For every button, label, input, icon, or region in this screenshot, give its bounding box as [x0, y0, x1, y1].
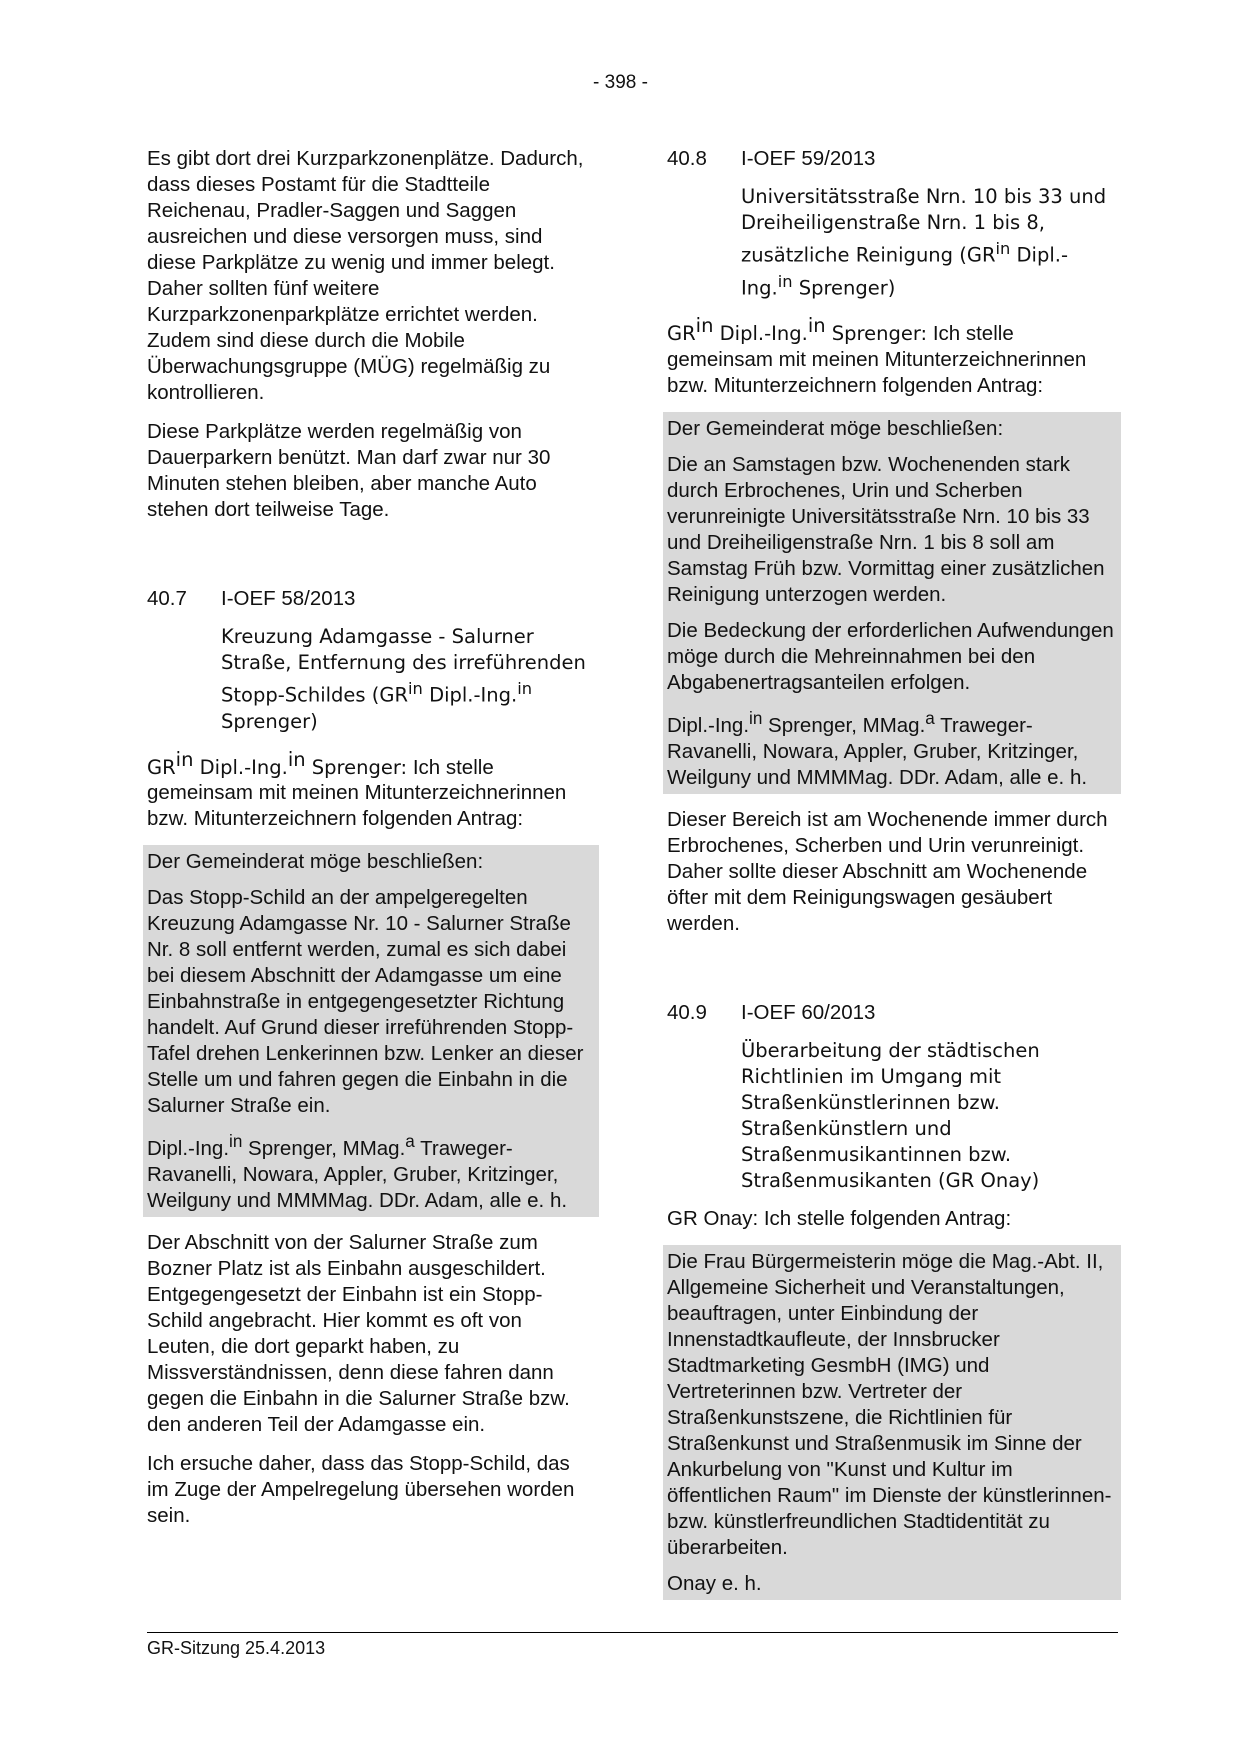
item-number: 40.7 — [147, 587, 187, 610]
item-code: I-OEF 60/2013 — [741, 1000, 876, 1024]
item-heading — [147, 586, 595, 612]
motion-text: Das Stopp-Schild an der ampelgeregelten Kreuzung Adamgasse Nr. 10 - Salurner Straße Nr. 8 soll entfernt werden, zumal es sich dabei bei diesem Abschnitt der Adamgasse um eine Einbahnstraße in entgegengesetzter Richtung handelt. Auf Grund dieser irreführenden Stopp-Tafel drehen Lenkerinnen bzw. Lenker an dieser Stelle um und fahren gegen die Einbahn in die Salurner Straße ein. — [147, 886, 584, 1118]
motion-box — [663, 412, 1121, 794]
left-column — [147, 146, 595, 1542]
speaker-paragraph: GR Onay: Ich stelle folgenden Antrag: — [667, 1206, 1012, 1230]
paragraph: Dieser Bereich ist am Wochenende immer durch Erbrochenes, Scherben und Urin verunreinigt. Daher sollte dieser Abschnitt am Wochenende öfter mit dem Reinigungswagen gesäubert werden. — [667, 807, 1108, 935]
item-code: I-OEF 59/2013 — [741, 147, 876, 170]
paragraph: Es gibt dort drei Kurzparkzonenplätze. Dadurch, dass dieses Postamt für die Stadtteile Reichenau, Pradler-Saggen und Saggen ausreichen und diese versorgen muss, sind diese Parkplätze zu wenig und immer belegt. Daher sollten fünf weitere Kurzparkzonenparkplätze errichtet werden. Zudem sind diese durch die Mobile Überwachungsgruppe (MÜG) regelmäßig zu kontrollieren. — [147, 147, 584, 404]
item-title: Universitätsstraße Nrn. 10 bis 33 und Dreiheiligenstraße Nrn. 1 bis 8, zusätzliche Reinigung ($GR^{in}$ Dipl.-Ing.$^{in}$ Sprenger) — [741, 185, 1107, 299]
footer-text: GR-Sitzung 25.4.2013 — [147, 1638, 326, 1658]
motion-box — [663, 1245, 1121, 1600]
item-heading — [667, 146, 1117, 172]
paragraph: Der Abschnitt von der Salurner Straße zum Bozner Platz ist als Einbahn ausgeschildert. Entgegengesetzt der Einbahn ist ein Stopp-Schild angebracht. Hier kommt es oft von Leuten, die dort geparkt haben, zu Missverständnissen, denn diese fahren dann gegen die Einbahn in die Salurner Straße bzw. den anderen Teil der Adamgasse ein. — [147, 1231, 570, 1437]
motion-text: Die Frau Bürgermeisterin möge die Mag.-Abt. II, Allgemeine Sicherheit und Veranstaltungen, beauftragen, unter Einbindung der Innenstadtkaufleute, der Innsbrucker Stadtmarketing GesmbH (IMG) und Vertreterinnen bzw. Vertreter der Straßenkunstszene, die Richtlinien für Straßenkunst und Straßenmusik im Sinne der Ankurbelung von "Kunst und Kultur im öffentlichen Raum" im Dienste der künstlerinnen- bzw. künstlerfreundlichen Stadtidentität zu überarbeiten. — [667, 1249, 1112, 1559]
item-number: 40.9 — [667, 1000, 707, 1024]
page-number: - 398 - — [593, 72, 648, 93]
motion-box — [143, 845, 599, 1217]
footer-divider — [147, 1632, 1118, 1633]
speaker-paragraph: $GR^{in}$ Dipl.-Ing.$^{in}$ Sprenger: Ich stelle gemeinsam mit meinen Mitunterzeichnerinnen bzw. Mitunterzeichnern folgenden Antrag: — [667, 314, 1087, 397]
item-title: Überarbeitung der städtischen Richtlinien im Umgang mit Straßenkünstlerinnen bzw. Straßenkünstlern und Straßenmusikantinnen bzw. Straßenmusikanten (GR Onay) — [741, 1038, 1040, 1192]
motion-signers: Dipl.-Ing.$^{in}$ Sprenger, MMag.$^a$ Traweger-Ravanelli, Nowara, Appler, Gruber, Kritzinger, Weilguny und MMMMag. DDr. Adam, alle e. h. — [147, 1132, 568, 1213]
motion-lead: Der Gemeinderat möge beschließen: — [667, 416, 1004, 440]
item-heading — [667, 1000, 1117, 1026]
right-column — [667, 146, 1117, 1613]
speaker-paragraph: $GR^{in}$ Dipl.-Ing.$^{in}$ Sprenger: Ich stelle gemeinsam mit meinen Mitunterzeichnerinnen bzw. Mitunterzeichnern folgenden Antrag: — [147, 747, 567, 831]
paragraph: Diese Parkplätze werden regelmäßig von Dauerparkern benützt. Man darf zwar nur 30 Minuten stehen bleiben, aber manche Auto stehen dort teilweise Tage. — [147, 420, 551, 521]
motion-signers: Dipl.-Ing.$^{in}$ Sprenger, MMag.$^a$ Traweger-Ravanelli, Nowara, Appler, Gruber, Kritzinger, Weilguny und MMMMag. DDr. Adam, alle e. h. — [667, 708, 1088, 789]
item-number: 40.8 — [667, 147, 707, 170]
spacer — [667, 950, 1117, 1000]
motion-text: Die Bedeckung der erforderlichen Aufwendungen möge durch die Mehreinnahmen bei den Abgabenertragsanteilen erfolgen. — [667, 618, 1114, 694]
item-code: I-OEF 58/2013 — [221, 587, 356, 610]
motion-text: Die an Samstagen bzw. Wochenenden stark durch Erbrochenes, Urin und Scherben verunreinigte Universitätsstraße Nrn. 10 bis 33 und Dreiheiligenstraße Nrn. 1 bis 8 soll am Samstag Früh bzw. Vormittag einer zusätzlichen Reinigung unterzogen werden. — [667, 452, 1105, 606]
spacer — [147, 536, 595, 586]
motion-lead: Der Gemeinderat möge beschließen: — [147, 850, 484, 874]
item-title: Kreuzung Adamgasse - Salurner Straße, Entfernung des irreführenden Stopp-Schildes ($GR^{in}$ Dipl.-Ing.$^{in}$ Sprenger) — [221, 625, 586, 733]
paragraph: Ich ersuche daher, dass das Stopp-Schild, das im Zuge der Ampelregelung übersehen worden sein. — [147, 1452, 575, 1528]
motion-signers: Onay e. h. — [667, 1571, 762, 1595]
